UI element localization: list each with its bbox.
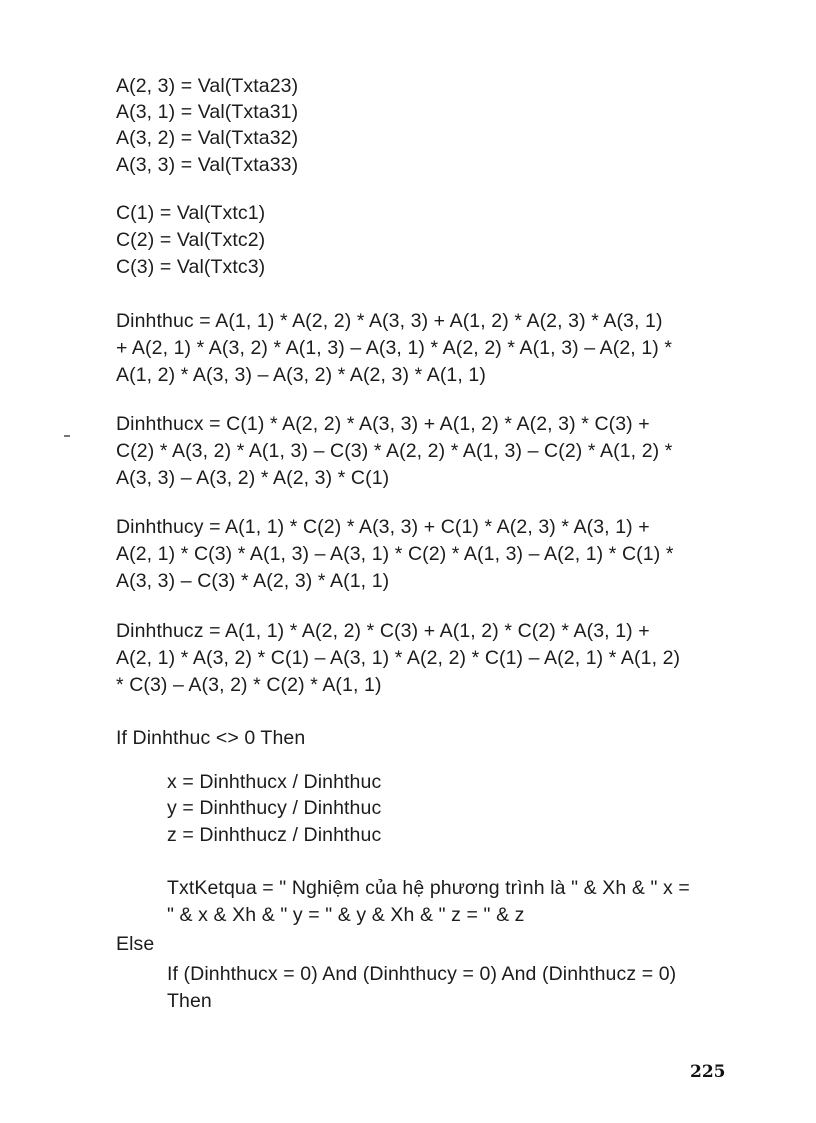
- y-assign-line: y = Dinhthucy / Dinhthuc: [167, 797, 382, 819]
- dinhthucx-line-1: Dinhthucx = C(1) * A(2, 2) * A(3, 3) + A(1, 2) * A(2, 3) * C(3) +: [116, 413, 650, 435]
- ketqua-line-2: " & x & Xh & " y = " & y & Xh & " z = " & z: [167, 904, 525, 926]
- if-line: If Dinhthuc <> 0 Then: [116, 727, 306, 749]
- code-line-c3: C(3) = Val(Txtc3): [116, 256, 266, 278]
- dinhthucy-line-1: Dinhthucy = A(1, 1) * C(2) * A(3, 3) + C(1) * A(2, 3) * A(3, 1) +: [116, 516, 650, 538]
- dinhthucy-line-3: A(3, 3) – C(3) * A(2, 3) * A(1, 1): [116, 570, 390, 592]
- x-assign-line: x = Dinhthucx / Dinhthuc: [167, 771, 382, 793]
- inner-if-line-1: If (Dinhthucx = 0) And (Dinhthucy = 0) And (Dinhthucz = 0): [167, 963, 677, 985]
- dinhthuc-line-1: Dinhthuc = A(1, 1) * A(2, 2) * A(3, 3) + A(1, 2) * A(2, 3) * A(3, 1): [116, 310, 663, 332]
- dinhthuc-line-3: A(1, 2) * A(3, 3) – A(3, 2) * A(2, 3) * A(1, 1): [116, 364, 486, 386]
- scan-mark: [64, 435, 70, 437]
- z-assign-line: z = Dinhthucz / Dinhthuc: [167, 824, 382, 846]
- ketqua-line-1: TxtKetqua = " Nghiệm của hệ phương trình là " & Xh & " x =: [167, 877, 690, 899]
- dinhthucz-line-1: Dinhthucz = A(1, 1) * A(2, 2) * C(3) + A(1, 2) * C(2) * A(3, 1) +: [116, 620, 650, 642]
- dinhthucz-line-2: A(2, 1) * A(3, 2) * C(1) – A(3, 1) * A(2, 2) * C(1) – A(2, 1) * A(1, 2): [116, 647, 681, 669]
- dinhthucy-line-2: A(2, 1) * C(3) * A(1, 3) – A(3, 1) * C(2) * A(1, 3) – A(2, 1) * C(1) *: [116, 543, 674, 565]
- dinhthucx-line-3: A(3, 3) – A(3, 2) * A(2, 3) * C(1): [116, 467, 390, 489]
- code-line-c1: C(1) = Val(Txtc1): [116, 202, 266, 224]
- inner-if-line-2: Then: [167, 990, 212, 1012]
- dinhthuc-line-2: + A(2, 1) * A(3, 2) * A(1, 3) – A(3, 1) * A(2, 2) * A(1, 3) – A(2, 1) *: [116, 337, 673, 359]
- dinhthucz-line-3: * C(3) – A(3, 2) * C(2) * A(1, 1): [116, 674, 382, 696]
- code-line-a32: A(3, 2) = Val(Txta32): [116, 127, 299, 149]
- else-line: Else: [116, 933, 155, 955]
- dinhthucx-line-2: C(2) * A(3, 2) * A(1, 3) – C(3) * A(2, 2) * A(1, 3) – C(2) * A(1, 2) *: [116, 440, 673, 462]
- code-line-c2: C(2) = Val(Txtc2): [116, 229, 266, 251]
- code-line-a33: A(3, 3) = Val(Txta33): [116, 154, 299, 176]
- page-number: 225: [690, 1062, 726, 1082]
- code-line-a23: A(2, 3) = Val(Txta23): [116, 75, 299, 97]
- code-line-a31: A(3, 1) = Val(Txta31): [116, 101, 299, 123]
